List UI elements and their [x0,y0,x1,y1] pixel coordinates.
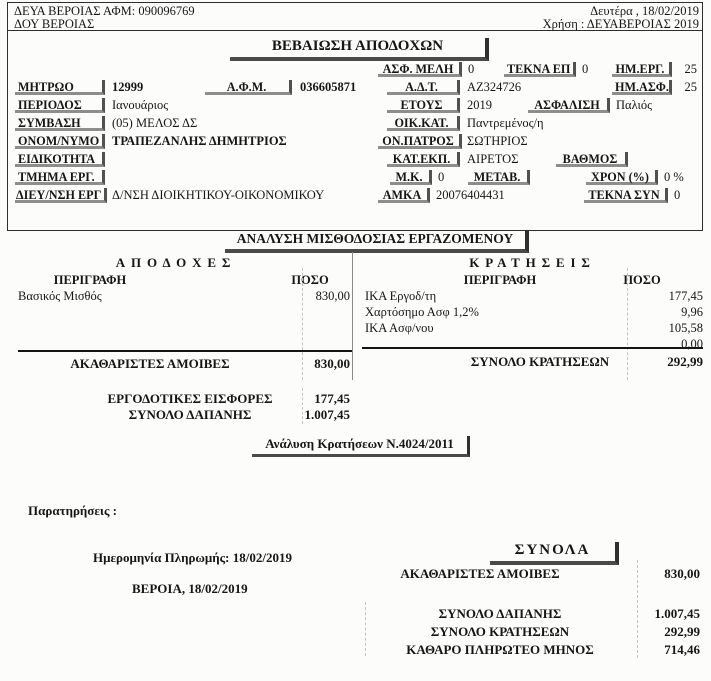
notes-label: Παρατηρήσεις : [28,503,118,518]
field-mitroo-value: 12999 [112,80,144,94]
field-asfalisi-value: Παλιός [616,98,653,112]
earnings-row-amount: 830,00 [315,289,350,303]
field-tmima-erg-label: ΤΜΗΜΑ ΕΡΓ. [15,170,105,185]
field-mk-value: 0 [438,170,445,184]
footer-total-amount: 292,99 [664,624,700,639]
field-periodos-value: Ιανουάριος [112,98,169,112]
earnings-total-label: ΑΚΑΘΑΡΙΣΤΕΣ ΑΜΟΙΒΕΣ [70,356,230,371]
field-mitroo-label: ΜΗΤΡΩΟ [15,80,105,95]
footer-total-label: ΣΥΝΟΛΟ ΚΡΑΤΗΣΕΩΝ [430,624,570,639]
deductions-total-amount: 292,99 [667,354,703,369]
footer-total-amount: 714,46 [664,642,700,657]
field-etous-value: 2019 [467,98,492,112]
payment-date: Ημερομηνία Πληρωμής: 18/02/2019 [93,550,292,565]
deduction-row-amount: 0,00 [681,337,703,351]
field-adt-label: Α.Δ.Τ. [387,80,460,95]
field-symbasi-value: (05) ΜΕΛΟΣ ΔΣ [112,116,198,130]
field-amka-label: ΑΜΚΑ [378,188,430,203]
table-center-divider [352,252,353,380]
field-kat-ekp-value: ΑΙΡΕΤΟΣ [467,152,519,166]
field-kat-ekp-label: ΚΑΤ.ΕΚΠ. [387,152,460,167]
deductions-col-amount: ΠΟΣΟ [623,273,661,287]
place-date: ΒΕΡΟΙΑ, 18/02/2019 [132,581,248,596]
field-oik-kat-value: Παντρεμένος/η [467,116,544,130]
field-bathmos-label: ΒΑΘΜΟΣ [556,152,628,167]
field-hm-asf-value: 25 [684,80,697,94]
document-title: ΒΕΒΑΙΩΣΗ ΑΠΟΔΟΧΩΝ [230,38,489,61]
deductions-total-label: ΣΥΝΟΛΟ ΚΡΑΤΗΣΕΩΝ [470,354,610,369]
footer-total-label: ΑΚΑΘΑΡΙΣΤΕΣ ΑΜΟΙΒΕΣ [400,566,560,581]
totals-title: ΣΥΝΟΛΑ [490,542,619,565]
earnings-col-desc: ΠΕΡΙΓΡΑΦΗ [53,273,127,287]
field-adt-value: ΑΖ324726 [467,80,522,94]
footer-total-amount: 830,00 [664,566,700,581]
field-oik-kat-label: ΟΙΚ.ΚΑΤ. [387,116,460,131]
field-xron-label: ΧΡΟΝ (%) [586,170,658,185]
doy-line: ΔΟΥ ΒΕΡΟΙΑΣ [14,17,95,31]
deduction-row-amount: 177,45 [668,289,703,303]
earnings-col-amount: ΠΟΣΟ [291,273,329,287]
field-amka-value: 20076404431 [436,188,505,202]
footer-total-amount: 1.007,45 [654,606,700,621]
law-note: Ανάλυση Κρατήσεων Ν.4024/2011 [252,436,470,457]
field-tekna-syn-value: 0 [674,188,681,202]
earnings-row-desc: Βασικός Μισθός [18,289,102,303]
field-mk-label: Μ.Κ. [390,170,432,185]
deduction-row-amount: 105,58 [668,321,703,335]
field-on-patros-label: ΟΝ.ΠΑΤΡΟΣ [378,134,462,149]
field-eidikotita-label: ΕΙΔΙΚΟΤΗΤΑ [15,152,105,167]
field-tekna-syn-label: ΤΕΚΝΑ ΣΥΝ [584,188,668,203]
field-hm-erg-label: ΗΜ.ΕΡΓ. [612,62,672,77]
total-cost-amount: 1.007,45 [304,407,350,422]
field-on-patros-value: ΣΩΤΗΡΙΟΣ [467,134,528,148]
deductions-col-desc: ΠΕΡΙΓΡΑΦΗ [463,273,537,287]
field-periodos-label: ΠΕΡΙΟΔΟΣ [15,98,105,113]
field-diefnsi-erg-label: ΔΙΕΥ/ΝΣΗ ΕΡΓ [15,188,107,203]
earnings-total-amount: 830,00 [314,356,350,371]
field-onomynymo-value: ΤΡΑΠΕΖΑΝΛΗΣ ΔΗΜΗΤΡΙΟΣ [112,134,287,148]
field-hm-erg-value: 25 [684,62,697,76]
footer-total-label: ΚΑΘΑΡΟ ΠΛΗΡΩΤΕΟ ΜΗΝΟΣ [406,642,594,657]
field-asf-meli-label: ΑΣΦ. ΜΕΛΗ [378,62,462,77]
field-xron-value: 0 % [664,170,684,184]
field-symbasi-label: ΣΥΜΒΑΣΗ [15,116,105,131]
usage-line: Χρήση : ΔΕΥΑΒΕΡΟΙΑΣ 2019 [542,17,699,31]
total-cost-label: ΣΥΝΟΛΟ ΔΑΠΑΝΗΣ [128,407,252,422]
field-diefnsi-erg-value: Δ/ΝΣΗ ΔΙΟΙΚΗΤΙΚΟΥ-ΟΙΚΟΝΟΜΙΚΟΥ [112,188,325,202]
company-line: ΔΕΥΑ ΒΕΡΟΙΑΣ ΑΦΜ: 090096769 [14,4,195,18]
earnings-header: ΑΠΟΔΟΧΕΣ [115,255,237,270]
field-afm-label: Α.Φ.Μ. [205,80,292,95]
footer-total-label: ΣΥΝΟΛΟ ΔΑΠΑΝΗΣ [438,606,562,621]
deductions-total-rule [362,347,703,349]
deduction-row-desc: ΙΚΑ Εργοδ/τη [365,289,437,303]
analysis-title: ΑΝΑΛΥΣΗ ΜΙΣΘΟΔΟΣΙΑΣ ΕΡΓΑΖΟΜΕΝΟΥ [225,231,529,253]
field-metab-label: ΜΕΤΑΒ. [468,170,530,185]
field-onomynymo-label: ΟΝΟΜ/ΝΥΜΟ [15,134,105,149]
footer-left-divider [365,602,366,656]
field-hm-asf-label: ΗΜ.ΑΣΦ. [612,80,672,95]
field-tekna-ep-label: ΤΕΚΝΑ ΕΠ [504,62,576,77]
deduction-row-desc: Χαρτόσημο Ασφ 1,2% [365,305,479,319]
date-line: Δευτέρα , 18/02/2019 [590,4,699,18]
employer-contrib-amount: 177,45 [314,391,350,406]
field-asfalisi-label: ΑΣΦΑΛΙΣΗ [528,98,610,113]
deduction-row-desc: ΙΚΑ Ασφ/νου [365,321,434,335]
earnings-total-rule [18,350,352,352]
deduction-row-amount: 9,96 [681,305,703,319]
field-etous-label: ΕΤΟΥΣ [387,98,460,113]
deductions-header: ΚΡΑΤΗΣΕΙΣ [469,255,596,270]
field-tekna-ep-value: 0 [582,62,589,76]
field-afm-value: 036605871 [300,80,357,94]
employer-contrib-label: ΕΡΓΟΔΟΤΙΚΕΣ ΕΙΣΦΟΡΕΣ [107,391,273,406]
field-asf-meli-value: 0 [468,62,475,76]
